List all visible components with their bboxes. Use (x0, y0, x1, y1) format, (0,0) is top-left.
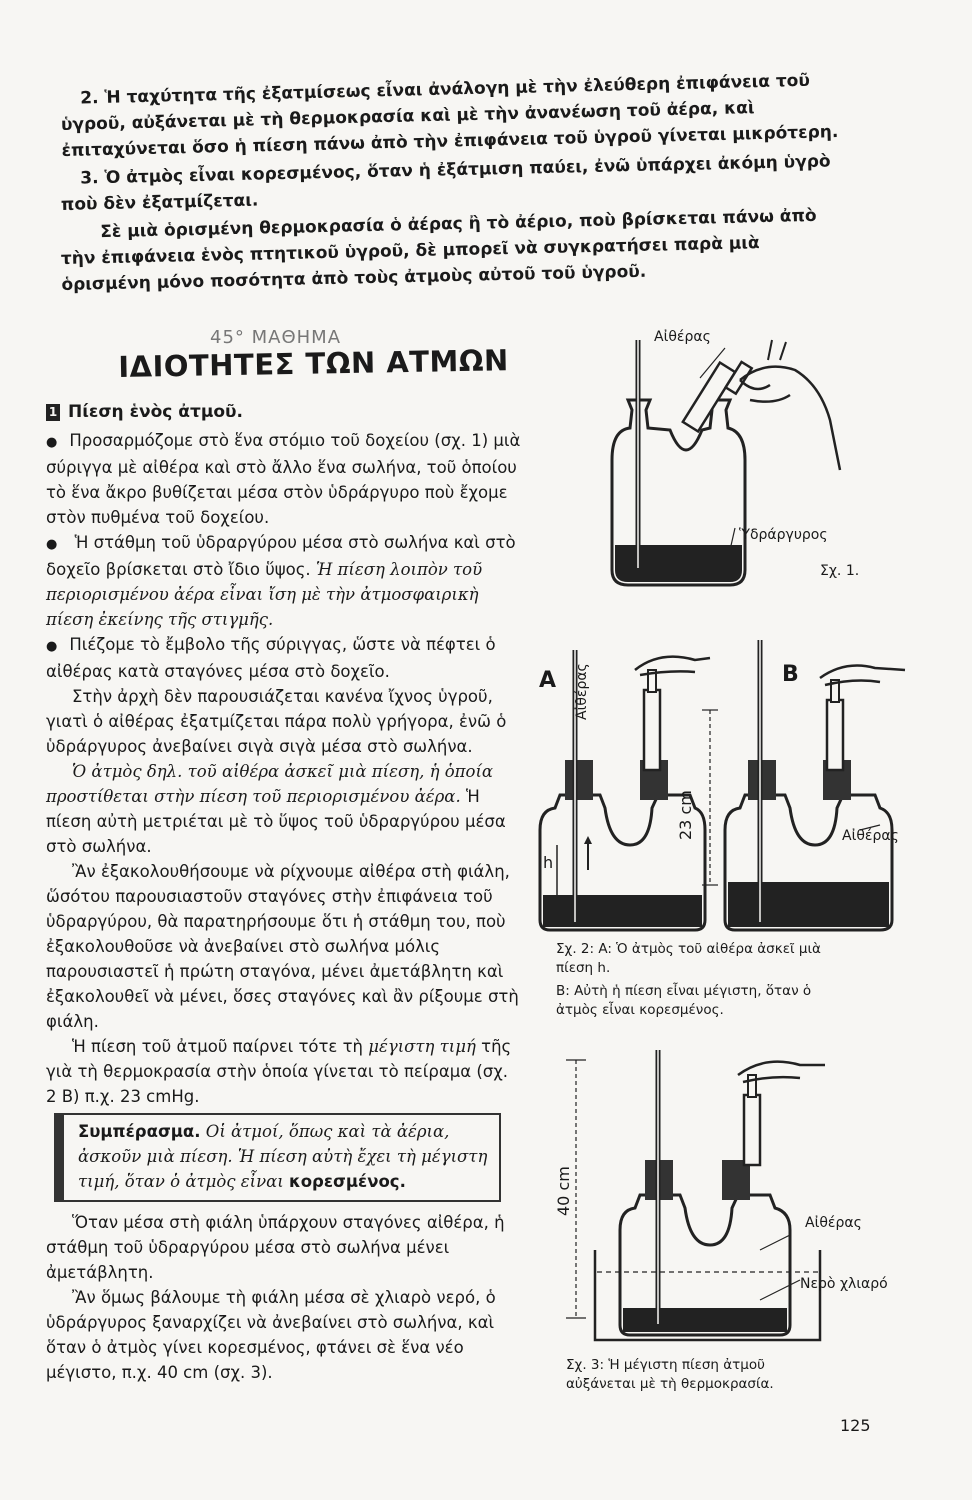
paragraph-warm-water: Ἂν ὅμως βάλουμε τὴ φιάλη μέσα σὲ χλιαρὸ νερό, ὁ ὑδράργυρος ξαναρχίζει νὰ ἀνεβαίνει στὸ σωλήνα, καὶ ὅταν ὁ ἀτμὸς γίνει κορεσμένος, φτάνει σὲ ἕνα νέο μέγιστο, π.χ. 40 cm (σχ. 3). (46, 1288, 496, 1382)
section-title: Πίεση ἑνὸς ἀτμοῦ. (68, 402, 243, 422)
maximum-text-2: τῆς γιὰ τὴ θερμοκρασία στὴν ὁποία γίνεται τὸ πείραμα (σχ. 2 Β) π.χ. 23 cmHg. (46, 1037, 512, 1106)
vapor-pressure-italic: Ὁ ἀτμὸς δηλ. τοῦ αἰθέρα ἀσκεῖ μιὰ πίεση, ἡ ὁποία προστίθεται στὴν πίεση τοῦ περιορισμένου ἀέρα. (46, 762, 494, 806)
paragraph-vapor-pressure (46, 759, 521, 859)
bullet-2-text: Ἡ στάθμη τοῦ ὑδραργύρου μέσα στὸ σωλήνα καὶ στὸ δοχεῖο βρίσκεται στὸ ἴδιο ὕψος. (46, 533, 516, 579)
fig2-h-label: h (543, 853, 554, 872)
fig1-caption: Σχ. 1. (820, 563, 860, 579)
fig2-caption-a: Σχ. 2: A: Ὁ ἀτμὸς τοῦ αἰθέρα ἀσκεῖ μιὰ πίεση h. (556, 941, 821, 976)
conclusion-label: Συμπέρασμα. (78, 1122, 201, 1141)
intro-paragraph-4: Σὲ μιὰ ὁρισμένη θερμοκρασία ὁ ἀέρας ἢ τὸ ἀέριο, ποὺ βρίσκεται πάνω ἀπὸ τὴν ἐπιφάνεια ἑνὸς πτητικοῦ ὑγροῦ, δὲ μπορεῖ νὰ συγκρατήσει παρὰ μιὰ ὁρισμένη μόνο ποσότητα ἀπὸ τοὺς ἀτμοὺς αὐτοῦ τοῦ ὑγροῦ. (60, 205, 817, 295)
figure-1-illustration (590, 300, 860, 600)
bullet-2 (46, 530, 521, 632)
lesson-number: 45° ΜΑΘΗΜΑ (210, 327, 342, 348)
paragraph-drops: Ὅταν μέσα στὴ φιάλη ὑπάρχουν σταγόνες αἰθέρα, ἡ στάθμη τοῦ ὑδραργύρου μέσα στὸ σωλήνα μένει ἀμετάβλητη. (46, 1213, 505, 1282)
bullet-2-italic: Ἡ πίεση λοιπὸν τοῦ περιορισμένου ἀέρα εἶναι ἴση μὲ τὴν ἀτμοσφαιρικὴ πίεση ἐκείνης τῆς στιγμῆς. (46, 560, 483, 629)
section-heading (46, 402, 243, 422)
fig1-ether-label: Αἰθέρας (654, 329, 711, 345)
paragraph-continue: Ἂν ἐξακολουθήσουμε νὰ ρίχνουμε αἰθέρα στὴ φιάλη, ὥσότου παρουσιαστοῦν σταγόνες στὴν ἐπιφάνεια τοῦ ὑδραργύρου, θὰ παρατηρήσουμε ὅτι ἡ στάθμη του, ποὺ ἐξακολουθοῦσε νὰ ἀνεβαίνει στὸ σωλήνα μόλις παρουσιαστεῖ ἡ πρώτη σταγόνα, μένει ἀμετάβλητη καὶ ἐξακολουθεῖ νὰ μένει, ὅσες σταγόνες καὶ ἂν ρίξουμε στὴ φιάλη. (46, 862, 519, 1031)
intro-paragraph-2: 2. Ἡ ταχύτητα τῆς ἐξατμίσεως εἶναι ἀνάλογη μὲ τὴν ἐλεύθερη ἐπιφάνεια τοῦ ὑγροῦ, αὐξάνεται μὲ τὴ θερμοκρασία καὶ μὲ τὴν ἀνανέωση τοῦ ἀέρα, καὶ ἐπιταχύνεται ὅσο ἡ πίεση πάνω ἀπὸ τὴν ἐπιφάνεια τοῦ ὑγροῦ γίνεται μικρότερη. (60, 70, 839, 161)
lesson-title: ΙΔΙΟΤΗΤΕΣ ΤΩΝ ΑΤΜΩΝ (118, 343, 510, 384)
maximum-italic: μέγιστη τιμή (368, 1037, 476, 1056)
fig3-height-label: 40 cm (554, 1166, 573, 1216)
section-number-badge: 1 (46, 404, 60, 421)
body-column (46, 428, 521, 1385)
maximum-text-1: Ἡ πίεση τοῦ ἀτμοῦ παίρνει τότε τὴ (72, 1037, 363, 1056)
vapor-pressure-text: Ἡ πίεση αὐτὴ μετριέται μὲ τὸ ὕψος τοῦ ὑδραργύρου μέσα στὸ σωλήνα. (46, 787, 506, 856)
fig3-water-label: Νερὸ χλιαρό (800, 1276, 888, 1292)
intro-paragraph-3: 3. Ὁ ἀτμὸς εἶναι κορεσμένος, ὅταν ἡ ἐξάτμιση παύει, ἐνῶ ὑπάρχει ἀκόμη ὑγρὸ ποὺ δὲν ἐξατμίζεται. (60, 151, 831, 215)
conclusion-bold: κορεσμένος. (288, 1172, 406, 1191)
fig2-label-a: A (539, 668, 557, 693)
page-number: 125 (840, 1416, 871, 1435)
figure-3-illustration (560, 1050, 920, 1350)
conclusion-italic: Οἱ ἀτμοί, ὅπως καὶ τὰ ἀέρια, ἀσκοῦν μιὰ πίεση. Ἡ πίεση αὐτὴ ἔχει τὴ μέγιστη τιμή, ὅταν ὁ ἀτμὸς εἶναι (78, 1122, 488, 1191)
paragraph-maximum (46, 1034, 521, 1109)
fig3-caption: Σχ. 3: Ἡ μέγιστη πίεση ἀτμοῦ αὐξάνεται μὲ τὴ θερμοκρασία. (566, 1357, 774, 1392)
fig1-mercury-label: Ὑδράργυρος (739, 527, 828, 543)
bullet-1: ● Προσαρμόζομε στὸ ἕνα στόμιο τοῦ δοχείου (σχ. 1) μιὰ σύριγγα μὲ αἰθέρα καὶ στὸ ἄλλο ἕνα σωλήνα, τοῦ ὁποίου τὸ ἕνα ἄκρο βυθίζεται μέσα στὸν ὑδράργυρο ποὺ ἔχομε στὸν πυθμένα τοῦ δοχείου. (46, 428, 521, 530)
fig2-height-label: 23 cm (676, 790, 695, 840)
fig2-caption (556, 940, 856, 1020)
fig2-ether-label: Αἰθέρας (842, 828, 899, 844)
fig2-caption-b: Β: Αὐτὴ ἡ πίεση εἶναι μέγιστη, ὅταν ὁ ἀτμὸς εἶναι κορεσμένος. (556, 983, 812, 1018)
paragraph-start: Στὴν ἀρχὴ δὲν παρουσιάζεται κανένα ἴχνος ὑγροῦ, γιατὶ ὁ αἰθέρας ἐξατμίζεται πάρα πολὺ γρήγορα, ἐνῶ ὁ ὑδράργυρος ἀνεβαίνει σιγὰ σιγὰ μέσα στὸ σωλήνα. (46, 687, 507, 756)
fig2-label-b: B (782, 662, 799, 687)
conclusion-box (54, 1113, 501, 1202)
fig2-ether-vertical: Αἰθέρας (574, 663, 590, 720)
bullet-3: ● Πιέζομε τὸ ἔμβολο τῆς σύριγγας, ὥστε νὰ πέφτει ὁ αἰθέρας κατὰ σταγόνες μέσα στὸ δοχεῖο. (46, 632, 521, 684)
fig3-ether-label: Αἰθέρας (805, 1215, 862, 1231)
